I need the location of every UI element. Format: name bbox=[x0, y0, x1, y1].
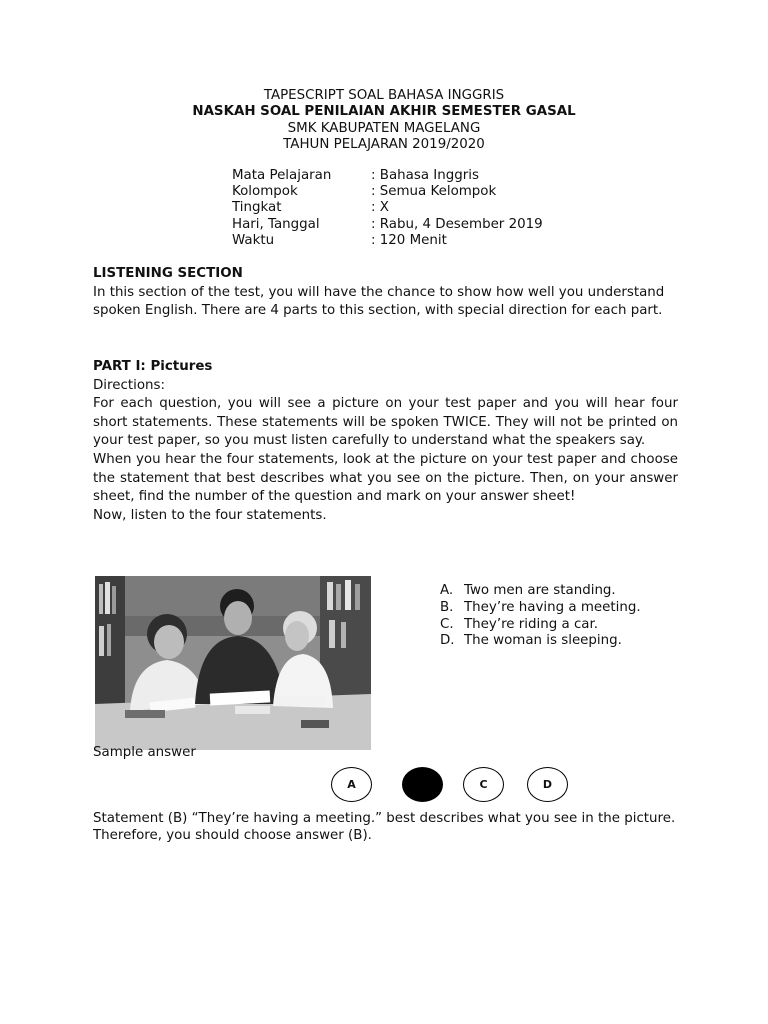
info-value: : X bbox=[371, 200, 389, 216]
option-letter: C. bbox=[440, 616, 454, 632]
header-year: TAHUN PELAJARAN 2019/2020 bbox=[283, 136, 485, 152]
info-value: : Semua Kelompok bbox=[371, 184, 497, 200]
option-text: Two men are standing. bbox=[464, 583, 616, 598]
info-label: Waktu bbox=[232, 232, 275, 248]
bubble-letter: D bbox=[542, 778, 553, 791]
option-letter: A. bbox=[440, 583, 454, 598]
section-heading: LISTENING SECTION bbox=[93, 266, 243, 281]
info-label: Mata Pelajaran bbox=[232, 168, 332, 183]
option-d bbox=[440, 633, 641, 650]
bubble-letter: A bbox=[347, 778, 356, 791]
document-header bbox=[0, 88, 768, 153]
sample-answer-label: Sample answer bbox=[93, 745, 196, 760]
exam-info bbox=[232, 168, 543, 249]
statement-explanation: Statement (B) “They’re having a meeting.” best describes what you see in the picture. Therefore, you should choose answer (B). bbox=[93, 811, 676, 843]
answer-bubble-a bbox=[331, 767, 372, 802]
bubble-letter: C bbox=[479, 778, 488, 791]
info-row-group bbox=[232, 184, 543, 200]
answer-bubble-b bbox=[402, 767, 443, 802]
question-photo bbox=[95, 576, 371, 750]
option-letter: B. bbox=[440, 599, 454, 615]
directions-paragraph: When you hear the four statements, look at the picture on your test paper and choose the statement that best describes what you see on the picture. Then, on your answer sheet, find the number of the question and mark on your answer sheet! bbox=[93, 451, 678, 505]
info-label: Kolompok bbox=[232, 184, 298, 200]
option-text: They’re having a meeting. bbox=[464, 599, 641, 615]
info-row-date bbox=[232, 217, 543, 233]
answer-bubble-d bbox=[527, 767, 568, 802]
info-label: Tingkat bbox=[232, 200, 282, 216]
info-value: : Rabu, 4 Desember 2019 bbox=[371, 216, 543, 232]
info-value: : 120 Menit bbox=[371, 232, 447, 248]
directions-paragraph: Now, listen to the four statements. bbox=[93, 507, 327, 523]
answer-options bbox=[440, 583, 641, 650]
option-c bbox=[440, 617, 641, 634]
part1-section bbox=[93, 358, 678, 525]
info-row-subject bbox=[232, 168, 543, 184]
directions-label: Directions: bbox=[93, 377, 165, 393]
section-intro: In this section of the test, you will have the chance to show how well you understand spoken English. There are 4 parts to this section, with special direction for each part. bbox=[93, 284, 665, 319]
answer-bubble-c bbox=[463, 767, 504, 802]
part-heading: PART I: Pictures bbox=[93, 359, 213, 374]
info-label: Hari, Tanggal bbox=[232, 216, 320, 232]
option-letter: D. bbox=[440, 633, 455, 649]
directions-paragraph: For each question, you will see a picture on your test paper and you will hear four short statements. These statements will be spoken TWICE. They will not be printed on your test paper, so you must listen carefully to understand what the speakers say. bbox=[93, 396, 678, 449]
info-row-level bbox=[232, 200, 543, 216]
option-text: They’re riding a car. bbox=[464, 616, 599, 632]
option-b bbox=[440, 600, 641, 617]
header-school: SMK KABUPATEN MAGELANG bbox=[287, 120, 481, 136]
option-text: The woman is sleeping. bbox=[464, 633, 622, 649]
info-row-time bbox=[232, 233, 543, 249]
info-value: : Bahasa Inggris bbox=[371, 168, 479, 183]
header-title: TAPESCRIPT SOAL BAHASA INGGRIS bbox=[263, 88, 505, 103]
option-a bbox=[440, 583, 641, 600]
header-subtitle: NASKAH SOAL PENILAIAN AKHIR SEMESTER GASAL bbox=[192, 104, 576, 120]
listening-section bbox=[93, 265, 678, 321]
